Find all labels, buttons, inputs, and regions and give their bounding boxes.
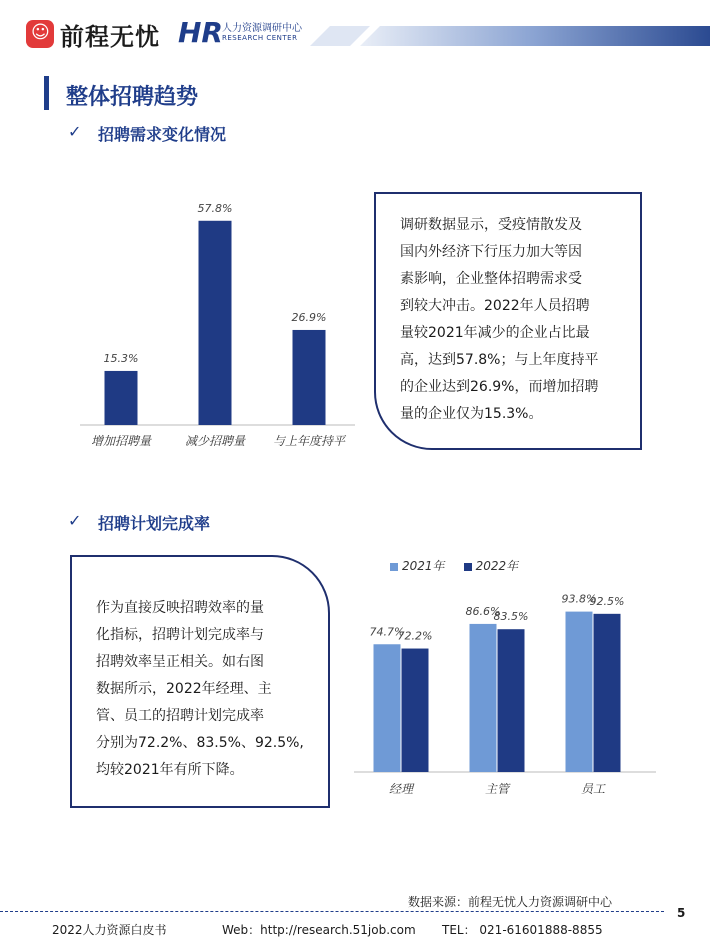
text-line: 招聘效率呈正相关。如右图 — [96, 654, 264, 670]
chart-plan-completion — [350, 575, 660, 805]
value-label-1: 57.8% — [197, 201, 233, 215]
bar-0-1 — [402, 649, 429, 772]
text-line: 素影响，企业整体招聘需求受 — [400, 271, 582, 287]
legend-label-2021: 2021年 — [402, 559, 445, 573]
category-label-2: 员工 — [580, 782, 606, 796]
text-line: 量的企业仅为15.3%。 — [400, 406, 543, 422]
chart-recruit-demand — [70, 190, 360, 460]
text-line: 高，达到57.8%；与上年度持平 — [400, 352, 599, 368]
text-line: 的企业达到26.9%，而增加招聘 — [400, 379, 599, 395]
subtitle-recruit-demand: 招聘需求变化情况 — [98, 125, 227, 144]
text-line: 到较大冲击。2022年人员招聘 — [400, 298, 590, 314]
legend-swatch-2021 — [390, 563, 398, 571]
value-label-2: 26.9% — [291, 310, 327, 324]
text-line: 化指标，招聘计划完成率与 — [96, 627, 264, 643]
text-line: 作为直接反映招聘效率的量 — [96, 600, 264, 616]
bar-2-1 — [594, 614, 621, 772]
text-box-recruit-demand — [374, 192, 642, 450]
text-line: 分别为72.2%、83.5%、92.5%, — [96, 735, 304, 751]
category-label-0: 经理 — [388, 782, 414, 796]
legend-item-2022 — [464, 559, 519, 573]
hr-logo-subtitle-en: RESEARCH CENTER — [222, 34, 298, 42]
bar-1 — [199, 221, 232, 425]
category-label-0: 增加招聘量 — [90, 434, 152, 448]
value-label-2-1: 92.5% — [589, 594, 625, 608]
category-label-2: 与上年度持平 — [272, 434, 346, 448]
hr-logo-mark: HR — [178, 16, 223, 49]
value-label-0-1: 72.2% — [397, 629, 433, 643]
check-icon: ✓ — [68, 122, 82, 141]
header-decor-band — [300, 26, 710, 46]
value-label-2-0: 93.8% — [561, 592, 597, 606]
bar-2 — [293, 330, 326, 425]
text-line: 国内外经济下行压力加大等因 — [400, 244, 582, 260]
brand-logo-icon — [26, 20, 54, 48]
text-line: 均较2021年有所下降。 — [96, 762, 244, 778]
text-line: 调研数据显示，受疫情散发及 — [400, 217, 582, 233]
legend-swatch-2022 — [464, 563, 472, 571]
value-label-1-0: 86.6% — [465, 604, 501, 618]
legend-item-2021 — [390, 559, 445, 573]
footer-telephone: TEL： 021-61601888-8855 — [442, 923, 603, 937]
footer-divider — [0, 911, 664, 912]
brand-name: 前程无忧 — [60, 23, 160, 51]
bar-0-0 — [374, 644, 401, 772]
value-label-0-0: 74.7% — [369, 625, 405, 639]
text-line: 管、员工的招聘计划完成率 — [96, 708, 264, 724]
category-label-1: 主管 — [484, 782, 510, 796]
subtitle-plan-completion: 招聘计划完成率 — [98, 514, 211, 533]
text-line: 量较2021年减少的企业占比最 — [400, 325, 590, 341]
legend-label-2022: 2022年 — [475, 559, 519, 573]
bar-0 — [105, 371, 138, 425]
bar-2-0 — [566, 612, 593, 772]
text-box-plan-completion — [70, 555, 330, 808]
hr-logo-subtitle-cn: 人力资源调研中心 — [222, 23, 302, 34]
value-label-1-1: 83.5% — [493, 610, 529, 624]
section-title: 整体招聘趋势 — [66, 85, 199, 110]
check-icon: ✓ — [68, 511, 82, 530]
logo-glyph: ☺ — [31, 22, 50, 43]
page-number: 5 — [677, 906, 686, 920]
section-title-bar — [44, 76, 49, 110]
value-label-0: 15.3% — [103, 351, 139, 365]
bar-1-0 — [470, 624, 497, 772]
bar-1-1 — [498, 629, 525, 772]
footer-doc-title: 2022人力资源白皮书 — [52, 923, 167, 937]
footer-website: Web：http://research.51job.com — [222, 923, 416, 937]
data-source-note: 数据来源：前程无忧人力资源调研中心 — [408, 895, 613, 909]
chart2-legend — [390, 555, 518, 574]
category-label-1: 减少招聘量 — [184, 434, 246, 448]
text-line: 数据所示，2022年经理、主 — [96, 681, 272, 697]
